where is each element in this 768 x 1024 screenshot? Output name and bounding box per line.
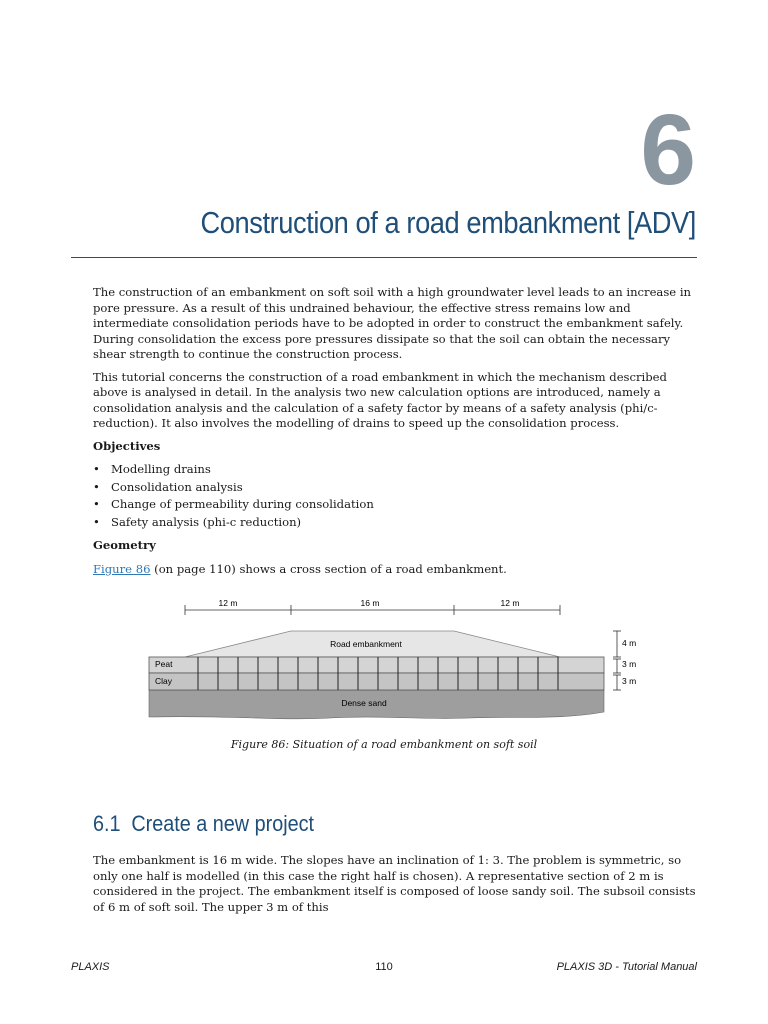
chapter-content [93,285,697,584]
figure-caption: Figure 86: Situation of a road embankment on soft soil [230,738,538,751]
chapter-divider [71,257,697,258]
list-item: • Safety analysis (phi-c reduction) [93,514,302,529]
intro-paragraph-2: This tutorial concerns the construction of a road embankment in which the mechanism described above is analysed in detail. In the analysis two new calculation options are introduced, namely a consolidation analysis and the calculation of a safety factor by means of a safety analysis (phi/c-reduction). It also involves the modelling of drains to speed up the consolidation process. [93,369,667,430]
height-label-embankment: 4 m [622,638,637,648]
section-title [93,811,314,837]
objectives-heading: Objectives [93,438,161,453]
intro-paragraph-1: The construction of an embankment on soft soil with a high groundwater level leads to an increase in pore pressure. As a result of this undrained behaviour, the effective stress remains low and intermediate consolidation periods have to be adopted in order to construct the embankment safely. During consolidation the excess pore pressures dissipate so that the soil can obtain the necessary shear strength to continue the construction process. [93,285,692,361]
height-label-clay: 3 m [622,676,637,686]
footer-right: PLAXIS 3D - Tutorial Manual [556,961,697,973]
chapter-title: Construction of a road embankment [ADV] [200,205,696,240]
peat-label: Peat [155,659,173,669]
section-paragraph: The embankment is 16 m wide. The slopes have an inclination of 1: 3. The problem is symmetric, so only one half is modelled (in this case the right half is chosen). A representative section of 2 m is considered in the project. The embankment itself is composed of loose sandy soil. The subsoil consists of 6 m of soft soil. The upper 3 m of this [93,853,696,914]
figure-86-link[interactable]: Figure 86 [93,561,151,576]
geometry-heading: Geometry [93,538,156,552]
embankment-figure [140,596,640,726]
height-label-peat: 3 m [622,659,637,669]
page-number: 110 [375,961,393,973]
bullet-icon: • [93,479,100,494]
section-title-text: Create a new project [131,811,315,836]
list-item: • Change of permeability during consolidation [93,497,374,511]
clay-label: Clay [155,676,173,686]
road-embankment-label: Road embankment [330,639,402,649]
clay-layer [149,673,604,690]
bullet-icon: • [93,497,100,511]
chapter-number: 6 [640,94,696,206]
list-item: • Modelling drains [93,462,211,476]
dimension-label-left: 12 m [218,598,238,608]
geometry-paragraph [93,562,697,578]
height-dimensions [613,631,621,690]
bullet-icon: • [93,462,100,476]
footer-left: PLAXIS [71,961,110,973]
objectives-list [93,462,697,530]
peat-layer [149,657,604,673]
section-number: 6.1 [93,811,121,836]
bullet-icon: • [93,514,100,529]
dense-sand-label: Dense sand [341,698,387,708]
dimension-label-right: 12 m [500,598,520,608]
dimension-label-center: 16 m [360,598,380,608]
geometry-text: (on page 110) shows a cross section of a road embankment. [150,561,507,576]
list-item: • Consolidation analysis [93,479,243,494]
